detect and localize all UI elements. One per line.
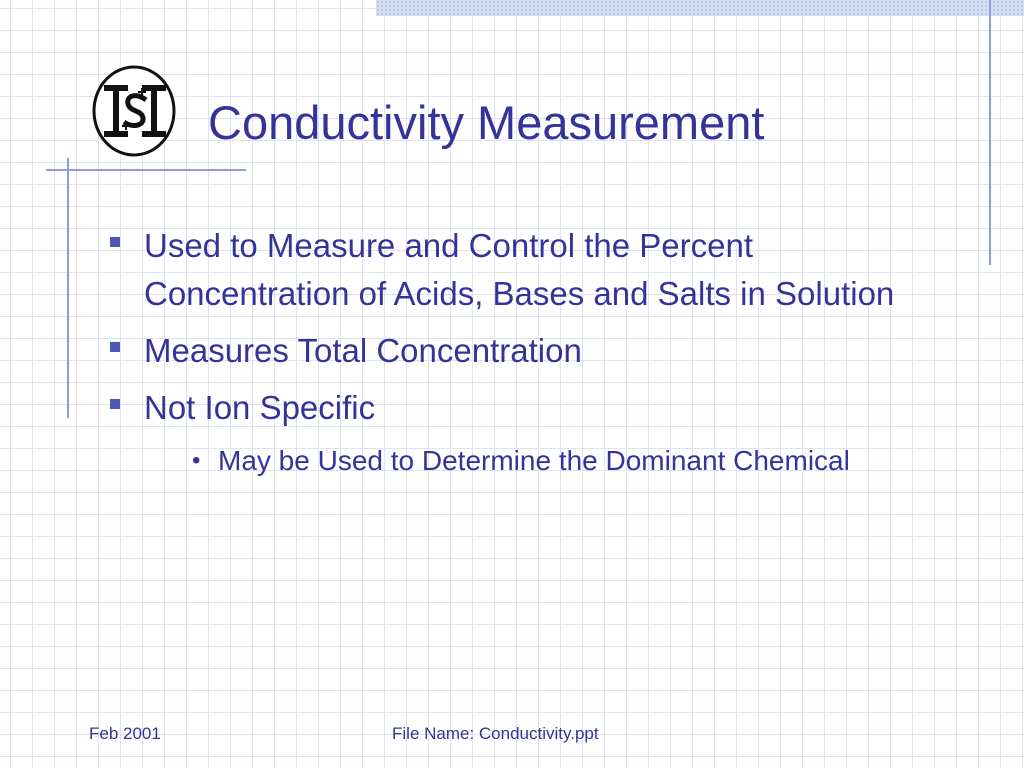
dot-bullet-icon: • <box>192 447 201 474</box>
bullet-item <box>104 222 914 318</box>
bullet-text: Measures Total Concentration <box>144 332 582 369</box>
footer-file-name: File Name: Conductivity.ppt <box>392 724 599 743</box>
sub-bullet-text: May be Used to Determine the Dominant Chemical <box>218 445 850 476</box>
bullet-item <box>104 384 914 432</box>
left-accent-line <box>67 158 69 418</box>
slide-title: Conductivity Measurement <box>208 96 765 149</box>
right-accent-line <box>989 0 991 265</box>
bullet-text: Used to Measure and Control the Percent Concentration of Acids, Bases and Salts in Solution <box>144 227 895 312</box>
sub-bullet-item <box>188 441 858 481</box>
isi-logo-icon <box>92 64 178 158</box>
footer-date: Feb 2001 <box>89 724 161 743</box>
bullet-list <box>104 222 914 481</box>
top-decorative-band <box>376 0 1024 16</box>
title-accent-line <box>46 169 246 171</box>
square-bullet-icon <box>110 399 120 409</box>
square-bullet-icon <box>110 342 120 352</box>
bullet-text: Not Ion Specific <box>144 389 376 426</box>
square-bullet-icon <box>110 237 120 247</box>
bullet-item <box>104 327 914 375</box>
